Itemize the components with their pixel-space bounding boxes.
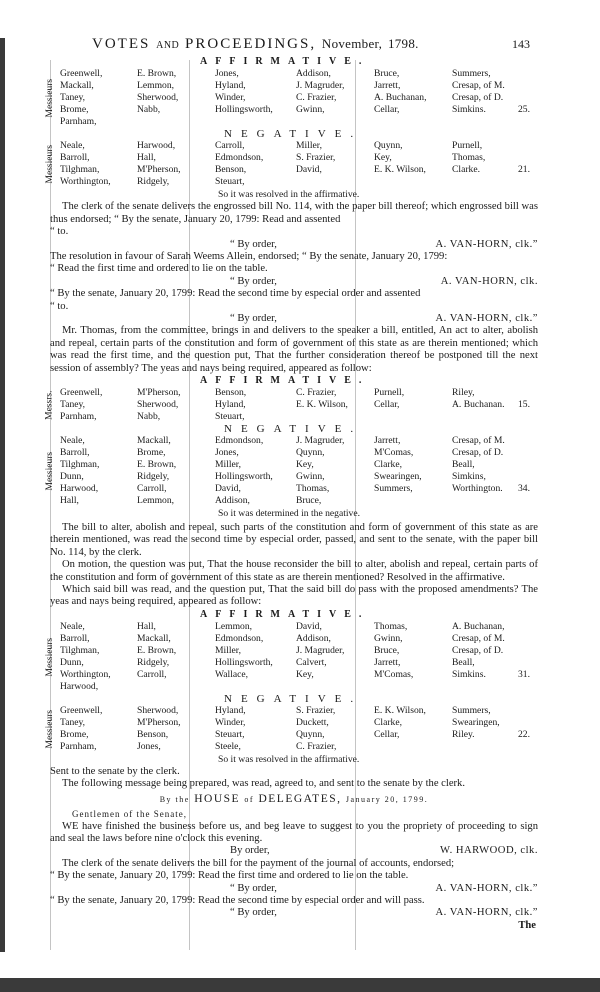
vote-result: So it was resolved in the affirmative. bbox=[218, 753, 360, 765]
title-proceedings: PROCEEDINGS, bbox=[185, 36, 317, 52]
signature-line: “ By order, A. VAN-HORN, clk.” bbox=[230, 313, 538, 325]
affirmative-names bbox=[44, 387, 538, 423]
vote-row: Mackall, Lemmon, Hyland, J. Magruder, Jarrett, Cresap, of M. bbox=[60, 80, 505, 92]
page-title bbox=[92, 38, 419, 52]
messieurs-label: Messrs. bbox=[44, 390, 55, 420]
paragraph-message: The following message being prepared, was read, agreed to, and sent to the senate by the clerk. bbox=[62, 778, 466, 790]
vote-total: 31. bbox=[518, 668, 530, 680]
vote-row: Taney, M'Pherson, Winder, Duckett, Clarke, Swearingen, bbox=[60, 716, 500, 728]
vote-row: Worthington, Carroll, Wallace, Key, M'Comas, Simkins. 31. bbox=[60, 669, 538, 681]
paragraph-continuation: “ By the senate, January 20, 1799: Read the second time by especial order and will pass. bbox=[50, 894, 425, 906]
vote-row: Parnham, Nabb, Steuart, bbox=[60, 411, 245, 423]
vote-row: Barroll, Hall, Edmondson, S. Frazier, Key, Thomas, bbox=[60, 152, 486, 164]
catchword: The bbox=[518, 919, 536, 931]
negative-names bbox=[44, 140, 538, 188]
signature-line: “ By order, A. VAN-HORN, clk.” bbox=[230, 238, 538, 250]
vote-row: Greenwell, Sherwood, Hyland, S. Frazier, E. K. Wilson, Summers, bbox=[60, 704, 491, 716]
vote-total: 34. bbox=[518, 483, 530, 495]
vote-row: Parnham, Jones, Steele, C. Frazier, bbox=[60, 740, 337, 752]
vote-row: Tilghman, E. Brown, Miller, Key, Clarke, Beall, bbox=[60, 459, 475, 471]
scan-page-edge-left bbox=[0, 38, 5, 952]
affirmative-heading: AFFIRMATIVE. bbox=[200, 608, 370, 620]
vote-row: Neale, Hall, Lemmon, David, Thomas, A. Buchanan, bbox=[60, 620, 505, 632]
vote-row: Barroll, Mackall, Edmondson, Addison, Gwinn, Cresap, of M. bbox=[60, 632, 505, 644]
running-head bbox=[92, 38, 538, 52]
message-heading: By the HOUSE of DELEGATES, January 20, 1799. bbox=[159, 792, 429, 805]
messieurs-label: Messieurs bbox=[44, 451, 55, 491]
vote-row: Worthington, Ridgely, Steuart, bbox=[60, 176, 245, 188]
vote-block-1 bbox=[44, 56, 538, 201]
paragraph-journal: The clerk of the senate delivers the bill for the payment of the journal of accounts, endorsed; bbox=[62, 857, 455, 869]
vote-row: Dunn, Ridgely, Hollingsworth, Gwinn, Swearingen, Simkins, bbox=[60, 471, 486, 483]
vote-total: 15. bbox=[518, 399, 530, 411]
vote-row: Greenwell, M'Pherson, Benson, C. Frazier, Purnell, Riley, bbox=[60, 387, 475, 399]
messieurs-label: Messieurs bbox=[44, 79, 55, 118]
vote-result: So it was resolved in the affirmative. bbox=[218, 189, 360, 201]
signature-line: “ By order, A. VAN-HORN, clk. bbox=[230, 275, 538, 287]
paragraph-sent: Sent to the senate by the clerk. bbox=[50, 765, 180, 777]
paragraph-continuation: “ By the senate, January 20, 1799: Read the first time and ordered to lie on the table. bbox=[50, 870, 409, 882]
affirmative-heading: AFFIRMATIVE. bbox=[200, 375, 370, 387]
affirmative-names bbox=[44, 68, 538, 128]
vote-block-2 bbox=[44, 375, 538, 520]
paragraph-continuation: “ to. bbox=[50, 300, 69, 312]
title-and: AND bbox=[156, 40, 180, 51]
paragraph-amendments: Which said bill was read, and the question put, That the said bill do pass with the proposed amendments? The yeas and nays being required, appeared as follow: bbox=[50, 584, 538, 608]
negative-names bbox=[44, 435, 538, 507]
paragraph-thomas-bill: Mr. Thomas, from the committee, brings in and delivers to the speaker a bill, entitled, An act to alter, abolish and repeal, certain parts of the constitution and form of government of this state as are therein mentioned; which was read the first time, and the question put, That the further consideration thereof be postponed till the next session of assembly? The yeas and nays being required, appeared as follow: bbox=[50, 325, 538, 374]
title-votes: VOTES bbox=[92, 36, 151, 52]
message-body: WE have finished the business before us, and beg leave to suggest to you the propriety of proceeding to sign and seal the laws before nine o'clock this evening. bbox=[50, 820, 538, 844]
affirmative-heading: AFFIRMATIVE. bbox=[200, 56, 370, 68]
paragraph-motion: On motion, the question was put, That the house reconsider the bill to alter, abolish and repeal, certain parts of the constitution and form of government of this state as are therein mentioned? Resolved in the affirmative. bbox=[50, 559, 538, 583]
paragraph-bill-passed: The bill to alter, abolish and repeal, such parts of the constitution and form of government of this state as are therein mentioned, was read the second time by especial order, passed, and sent to the senate, with the paper bill No. 114, by the clerk. bbox=[50, 522, 538, 558]
messieurs-label: Messieurs bbox=[44, 637, 55, 677]
negative-heading: NEGATIVE. bbox=[224, 423, 363, 436]
paragraph-engrossed-bill: The clerk of the senate delivers the engrossed bill No. 114, with the paper bill thereof; which engrossed bill was thus endorsed; “ By the senate, January 20, 1799: Read and assented bbox=[50, 201, 538, 225]
vote-row: Taney, Sherwood, Hyland, E. K. Wilson, Cellar, A. Buchanan. 15. bbox=[60, 399, 538, 411]
paragraph-continuation: “ Read the first time and ordered to lie on the table. bbox=[50, 263, 268, 275]
vote-row: Neale, Harwood, Carroll, Miller, Quynn, Purnell, bbox=[60, 140, 483, 152]
vote-row: Neale, Mackall, Edmondson, J. Magruder, Jarrett, Cresap, of M. bbox=[60, 435, 505, 447]
vote-result: So it was determined in the negative. bbox=[218, 508, 361, 520]
vote-total: 22. bbox=[518, 728, 530, 740]
document-page bbox=[44, 36, 538, 932]
title-month: November, bbox=[321, 36, 383, 51]
vote-row: Harwood, Carroll, David, Thomas, Summers, Worthington. 34. bbox=[60, 483, 538, 495]
vote-total: 21. bbox=[518, 164, 530, 176]
signature-line: By order, W. HARWOOD, clk. bbox=[230, 845, 538, 857]
vote-row: Brome, Benson, Steuart, Quynn, Cellar, Riley. 22. bbox=[60, 729, 538, 741]
negative-heading: NEGATIVE. bbox=[224, 128, 363, 141]
message-salutation: Gentlemen of the Senate, bbox=[72, 809, 187, 820]
vote-row: Harwood, bbox=[60, 680, 99, 692]
title-year: 1798. bbox=[387, 36, 419, 51]
paragraph-second-reading: “ By the senate, January 20, 1799: Read the second time by especial order and assented bbox=[50, 288, 421, 300]
signature-line: “ By order, A. VAN-HORN, clk.” bbox=[230, 882, 538, 894]
scan-page-edge-bottom bbox=[0, 978, 600, 992]
vote-row: Greenwell, E. Brown, Jones, Addison, Bruce, Summers, bbox=[60, 68, 491, 80]
paragraph-resolution: The resolution in favour of Sarah Weems Allein, endorsed; “ By the senate, January 20, 1799: bbox=[50, 251, 448, 263]
vote-row: Barroll, Brome, Jones, Quynn, M'Comas, Cresap, of D. bbox=[60, 447, 504, 459]
vote-total: 25. bbox=[518, 104, 530, 116]
signature-line: “ By order, A. VAN-HORN, clk.” bbox=[230, 907, 538, 919]
vote-row: Taney, Sherwood, Winder, C. Frazier, A. Buchanan, Cresap, of D. bbox=[60, 92, 504, 104]
negative-heading: NEGATIVE. bbox=[224, 692, 363, 705]
vote-row: Parnham, bbox=[60, 116, 97, 128]
vote-row: Tilghman, M'Pherson, Benson, David, E. K. Wilson, Clarke. 21. bbox=[60, 164, 538, 176]
paragraph-continuation: “ to. bbox=[50, 226, 69, 238]
vote-row: Hall, Lemmon, Addison, Bruce, bbox=[60, 495, 322, 507]
messieurs-label: Messieurs bbox=[44, 145, 55, 184]
negative-names bbox=[44, 704, 538, 753]
messieurs-label: Messieurs bbox=[44, 709, 55, 749]
vote-block-3 bbox=[44, 608, 538, 766]
vote-row: Tilghman, E. Brown, Miller, J. Magruder, Bruce, Cresap, of D. bbox=[60, 644, 504, 656]
page-number: 143 bbox=[512, 37, 530, 51]
vote-row: Brome, Nabb, Hollingsworth, Gwinn, Cellar, Simkins. 25. bbox=[60, 104, 538, 116]
affirmative-names bbox=[44, 620, 538, 693]
vote-row: Dunn, Ridgely, Hollingsworth, Calvert, Jarrett, Beall, bbox=[60, 656, 475, 668]
